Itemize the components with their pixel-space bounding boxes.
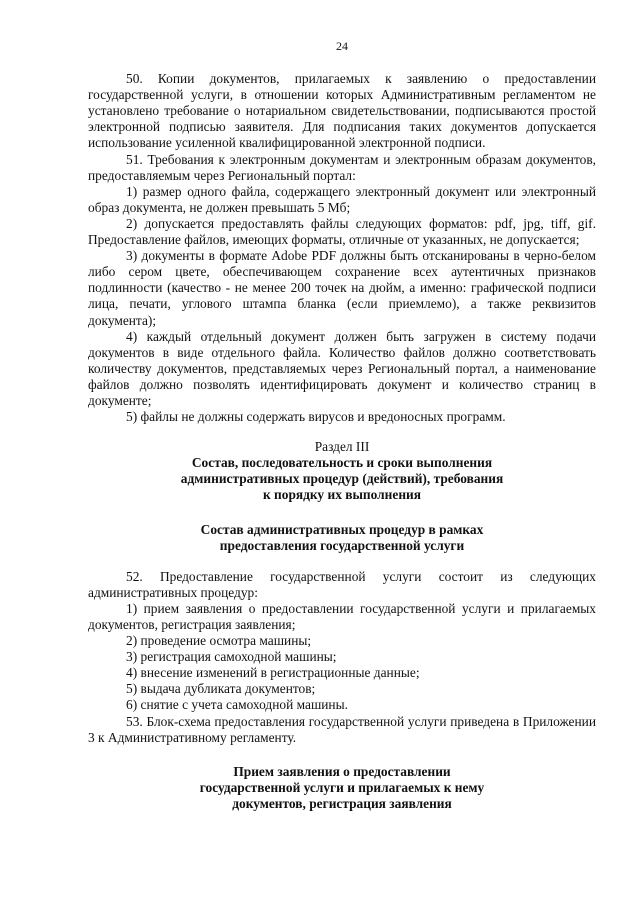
list-item-52-6: 6) снятие с учета самоходной машины. xyxy=(126,697,348,713)
list-item-51-5: 5) файлы не должны содержать вирусов и вредоносных программ. xyxy=(126,409,506,425)
subheading-intake-line-2: государственной услуги и прилагаемых к нему xyxy=(199,779,485,795)
list-item-52-1: 1) прием заявления о предоставлении государственной услуги и прилагаемых документов, регистрация заявления; xyxy=(88,600,596,632)
spacer xyxy=(88,554,596,569)
subheading-procedures xyxy=(88,522,596,554)
paragraph-50: 50. Копии документов, прилагаемых к заявлению о предоставлении государственной услуги, в отношении которых Административным регламентом не установлено требование о нотариальном свидетельствовании, подписываются простой электронной подписью заявителя. Для подписания таких документов допускается использование усиленной квалифицированной электронной подписи. xyxy=(88,71,596,151)
subheading-intake-line-3: документов, регистрация заявления xyxy=(232,795,452,811)
subheading-intake-line-1: Прием заявления о предоставлении xyxy=(233,763,451,779)
paragraph-51: 51. Требования к электронным документам и электронным образам документов, предоставляемым через Региональный портал: xyxy=(88,151,596,183)
section-heading-line-1: Состав, последовательность и сроки выполнения xyxy=(191,455,493,471)
subheading-procedures-line-2: предоставления государственной услуги xyxy=(219,537,465,553)
list-item-51-1: 1) размер одного файла, содержащего электронный документ или электронный образ документа, не должен превышать 5 Мб; xyxy=(88,183,596,215)
page-number: 24 xyxy=(336,39,348,53)
list-item-52-2: 2) проведение осмотра машины; xyxy=(126,633,312,649)
paragraph-52: 52. Предоставление государственной услуги состоит из следующих административных процедур: xyxy=(88,568,596,600)
list-item-51-4: 4) каждый отдельный документ должен быть загружен в систему подачи документов в виде отдельного файла. Количество файлов должно соответствовать количеству документов, представляемых через Региональный портал, а наименование файлов должно позволять идентифицировать документ и количество страниц в документе; xyxy=(88,328,596,408)
subheading-procedures-line-1: Состав административных процедур в рамках xyxy=(200,521,484,537)
list-item-52-3: 3) регистрация самоходной машины; xyxy=(126,649,337,665)
section-heading-line-2: административных процедур (действий), требования xyxy=(180,471,504,487)
section-heading-line-3: к порядку их выполнения xyxy=(262,487,422,503)
subheading-application-intake xyxy=(88,764,596,812)
section-label: Раздел III xyxy=(314,439,370,455)
paragraph-53: 53. Блок-схема предоставления государственной услуги приведена в Приложении 3 к Административному регламенту. xyxy=(88,713,596,745)
list-item-51-3: 3) документы в формате Adobe PDF должны быть отсканированы в черно-белом либо сером цвете, обеспечивающем сохранение всех аутентичных признаков подлинности (качество - не менее 200 точек на дюйм, а именно: графической подписи лица, печати, углового штампа бланка (если приемлемо), а также реквизитов документа); xyxy=(88,248,596,328)
list-item-51-2: 2) допускается предоставлять файлы следующих форматов: pdf, jpg, tiff, gif. Предоставление файлов, имеющих форматы, отличные от указанных, не допускается; xyxy=(88,215,596,248)
document-page xyxy=(88,38,596,812)
list-item-52-4: 4) внесение изменений в регистрационные данные; xyxy=(126,665,420,681)
list-item-52-5: 5) выдача дубликата документов; xyxy=(126,681,316,697)
